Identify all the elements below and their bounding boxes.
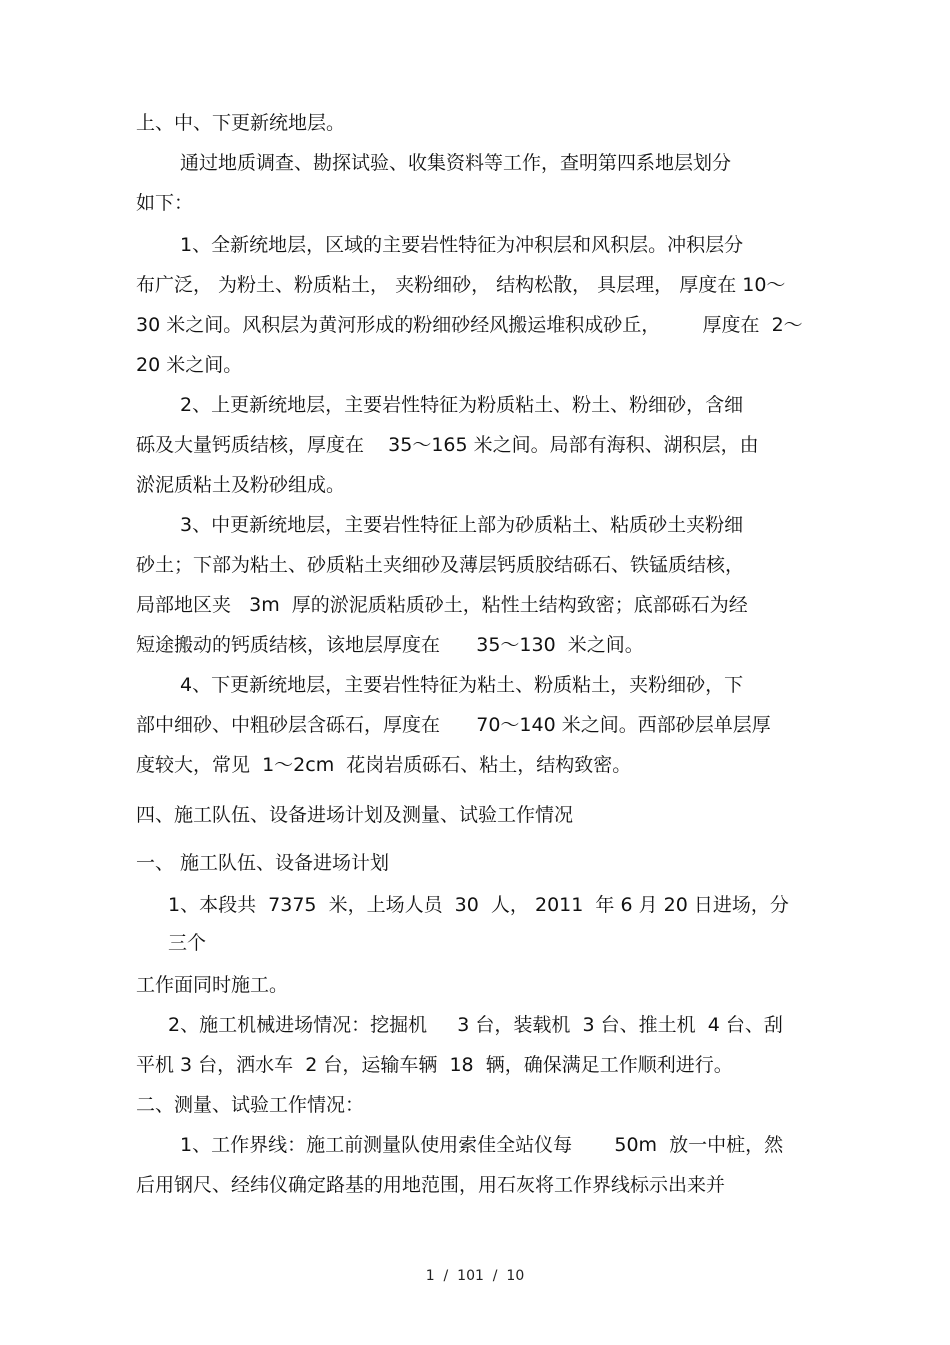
text-line: 如下： bbox=[136, 192, 194, 214]
text-line: 后用钢尺、经纬仪确定路基的用地范围，用石灰将工作界线标示出来并 bbox=[136, 1174, 726, 1196]
text-line: 部中细砂、中粗砂层含砾石，厚度在 70～140 米之间。西部砂层单层厚 bbox=[136, 714, 771, 736]
text-line: 砂土；下部为粘土、砂质粘土夹细砂及薄层钙质胶结砾石、铁锰质结核， bbox=[136, 554, 745, 576]
text-line: 短途搬动的钙质结核，该地层厚度在 35～130 米之间。 bbox=[136, 634, 644, 656]
page-number-footer: 1 / 101 / 10 bbox=[425, 1268, 525, 1284]
text-line: 上、中、下更新统地层。 bbox=[136, 112, 346, 134]
text-line: 淤泥质粘土及粉砂组成。 bbox=[136, 474, 346, 496]
text-line: 布广泛， 为粉土、粉质粘土， 夹粉细砂， 结构松散， 具层理， 厚度在 10～ bbox=[136, 274, 786, 296]
text-line: 1、全新统地层，区域的主要岩性特征为冲积层和风积层。冲积层分 bbox=[180, 234, 744, 256]
section-heading: 四、施工队伍、设备进场计划及测量、试验工作情况 bbox=[136, 804, 574, 826]
text-line: 局部地区夹 3m 厚的淤泥质粘质砂土，粘性土结构致密；底部砾石为经 bbox=[136, 594, 748, 616]
text-line: 度较大，常见 1～2cm 花岗岩质砾石、粘土，结构致密。 bbox=[136, 754, 632, 776]
text-line: 20 米之间。 bbox=[136, 354, 243, 376]
text-line: 平机 3 台，洒水车 2 台，运输车辆 18 辆，确保满足工作顺利进行。 bbox=[136, 1054, 733, 1076]
text-line: 4、下更新统地层，主要岩性特征为粘土、粉质粘土，夹粉细砂，下 bbox=[180, 674, 744, 696]
section-heading: 一、 施工队伍、设备进场计划 bbox=[136, 852, 390, 874]
text-line: 工作面同时施工。 bbox=[136, 974, 289, 996]
text-line: 30 米之间。风积层为黄河形成的粉细砂经风搬运堆积成砂丘， 厚度在 2～ bbox=[136, 314, 803, 336]
section-heading: 二、测量、试验工作情况： bbox=[136, 1094, 365, 1116]
text-line: 砾及大量钙质结核，厚度在 35～165 米之间。局部有海积、湖积层，由 bbox=[136, 434, 759, 456]
text-line: 1、本段共 7375 米，上场人员 30 人， 2011 年 6 月 20 日进场，分 bbox=[168, 894, 789, 916]
text-line: 2、施工机械进场情况：挖掘机 3 台，装载机 3 台、推土机 4 台、刮 bbox=[168, 1014, 783, 1036]
text-line: 3、中更新统地层，主要岩性特征上部为砂质粘土、粘质砂土夹粉细 bbox=[180, 514, 744, 536]
text-line: 2、上更新统地层，主要岩性特征为粉质粘土、粉土、粉细砂，含细 bbox=[180, 394, 744, 416]
text-line: 1、工作界线：施工前测量队使用索佳全站仪每 50m 放一中桩，然 bbox=[180, 1134, 784, 1156]
text-line: 三个 bbox=[168, 932, 207, 954]
text-line: 通过地质调查、勘探试验、收集资料等工作，查明第四系地层划分 bbox=[180, 152, 732, 174]
